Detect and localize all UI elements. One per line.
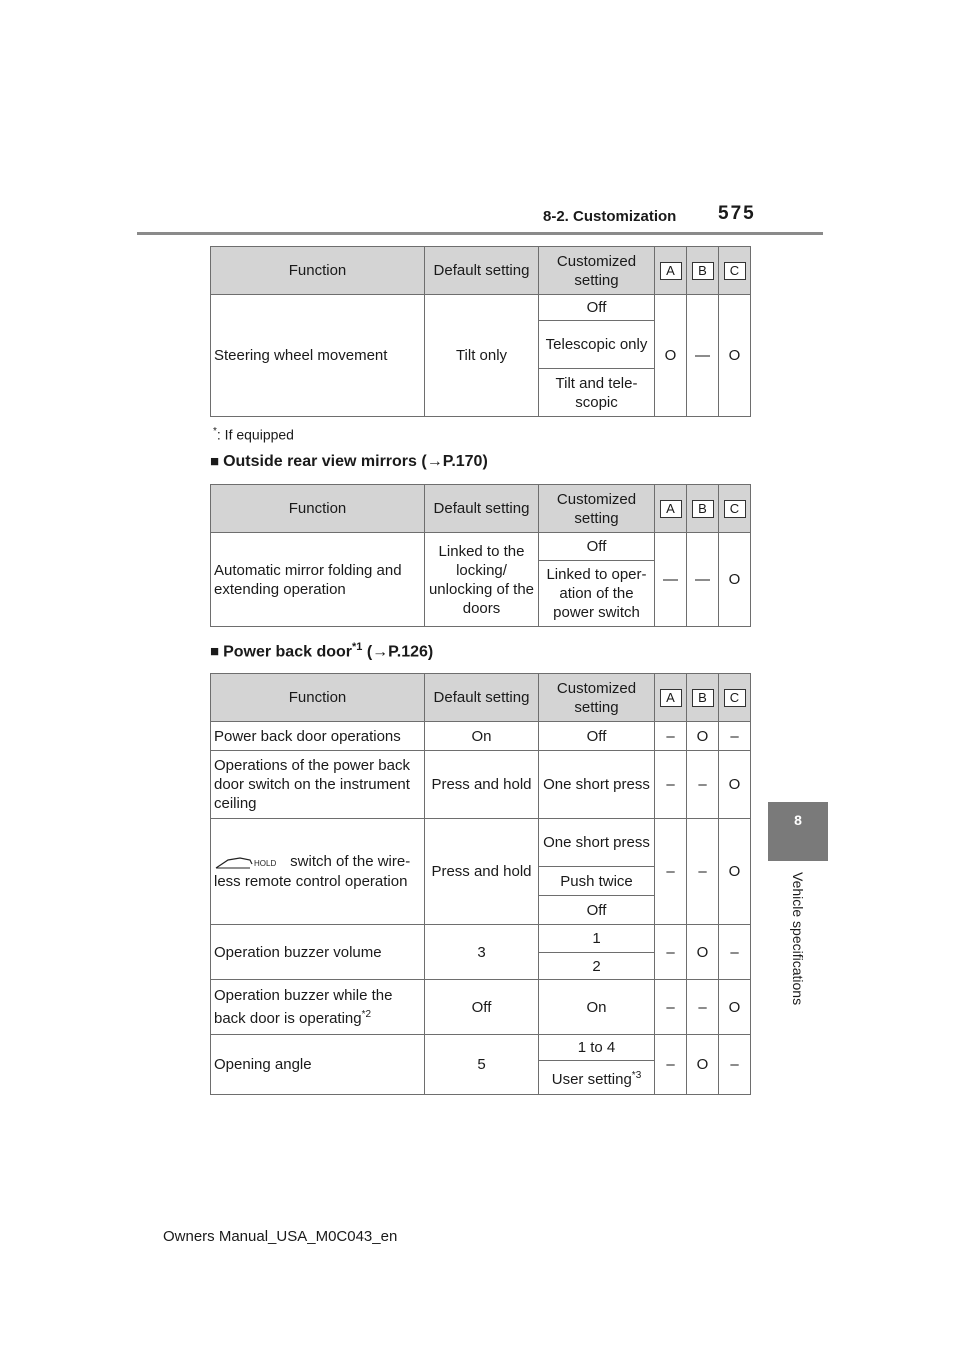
table-cell: 5 — [425, 1035, 539, 1095]
table-cell: – — [655, 751, 687, 819]
table-cell: Off — [539, 722, 655, 751]
col-b-label: B — [692, 689, 714, 707]
table-cell: – — [655, 925, 687, 980]
table-cell: O — [719, 980, 751, 1035]
table-cell: Operation buzzer while the back door is operating$^{*2}$ — [211, 980, 425, 1035]
table-cell: Off — [425, 980, 539, 1035]
table-cell: – — [719, 1035, 751, 1095]
col-a-label: A — [660, 689, 682, 707]
table-cell: O — [687, 925, 719, 980]
table-cell: HOLD switch of the wire-less remote control operation — [211, 819, 425, 925]
table-cell: Linked to oper-ation of the power switch — [539, 561, 655, 627]
table-cell: O — [719, 533, 751, 627]
mirrors-table — [210, 484, 751, 627]
table-cell: – — [655, 980, 687, 1035]
chapter-number: 8 — [794, 812, 802, 828]
section-title: 8-2. Customization — [543, 208, 677, 225]
table-cell: Telescopic only — [539, 321, 655, 369]
table-row — [211, 722, 751, 751]
table-cell: Off — [539, 896, 655, 925]
col-default: Default setting — [425, 674, 539, 722]
col-function: Function — [211, 247, 425, 295]
table-cell: O — [687, 722, 719, 751]
section-heading-back-door: ■ Power back door$^{*1}$ (→P.126) — [210, 641, 434, 661]
col-default: Default setting — [425, 247, 539, 295]
table-cell: — — [687, 295, 719, 417]
back-door-table — [210, 673, 751, 1095]
col-b-label: B — [692, 262, 714, 280]
table-cell: Push twice — [539, 867, 655, 896]
table-cell: Steering wheel movement — [211, 295, 425, 417]
table-cell: – — [687, 751, 719, 819]
table-cell: – — [655, 1035, 687, 1095]
table-cell: – — [655, 819, 687, 925]
table-cell: – — [687, 980, 719, 1035]
table-cell: Off — [539, 533, 655, 561]
col-customized: Customized setting — [539, 485, 655, 533]
table-cell: Operation buzzer volume — [211, 925, 425, 980]
page-number: 575 — [718, 203, 756, 224]
table-cell: Operations of the power back door switch on the instrument ceiling — [211, 751, 425, 819]
chapter-tab — [768, 802, 828, 861]
header-rule — [137, 232, 823, 235]
table-cell: Opening angle — [211, 1035, 425, 1095]
table-cell: O — [687, 1035, 719, 1095]
footer-manual-id: Owners Manual_USA_M0C043_en — [163, 1228, 398, 1245]
table-cell: Press and hold — [425, 819, 539, 925]
table-cell: On — [425, 722, 539, 751]
col-a-label: A — [660, 262, 682, 280]
col-c-label: C — [724, 500, 746, 518]
table-cell: Tilt and tele-scopic — [539, 369, 655, 417]
col-function: Function — [211, 674, 425, 722]
col-c-label: C — [724, 689, 746, 707]
table-cell: 3 — [425, 925, 539, 980]
table-cell: 1 — [539, 925, 655, 953]
table-cell: User setting$^{*3}$ — [539, 1061, 655, 1095]
table-cell: — — [687, 533, 719, 627]
table-cell: Press and hold — [425, 751, 539, 819]
section-heading-mirrors: ■ Outside rear view mirrors (→P.170) — [210, 453, 488, 470]
col-c-label: C — [724, 262, 746, 280]
table-cell: – — [719, 722, 751, 751]
table-cell: Tilt only — [425, 295, 539, 417]
col-b-label: B — [692, 500, 714, 518]
table-cell: Off — [539, 295, 655, 321]
col-customized: Customized setting — [539, 247, 655, 295]
remote-hold-icon — [214, 854, 286, 872]
table-cell: – — [687, 819, 719, 925]
col-default: Default setting — [425, 485, 539, 533]
svg-text:HOLD: HOLD — [254, 858, 277, 868]
steering-table — [210, 246, 751, 417]
col-a-label: A — [660, 500, 682, 518]
table-cell: — — [655, 533, 687, 627]
col-customized: Customized setting — [539, 674, 655, 722]
table-cell: O — [719, 819, 751, 925]
table-cell: One short press — [539, 751, 655, 819]
table-cell: – — [719, 925, 751, 980]
table-cell: O — [719, 295, 751, 417]
chapter-label: Vehicle specifications — [790, 872, 806, 1006]
table-cell: O — [655, 295, 687, 417]
table-cell: One short press — [539, 819, 655, 867]
table-cell: 1 to 4 — [539, 1035, 655, 1061]
table-cell: Power back door operations — [211, 722, 425, 751]
table-cell: – — [655, 722, 687, 751]
table-row — [211, 751, 751, 819]
table-cell: 2 — [539, 953, 655, 980]
col-function: Function — [211, 485, 425, 533]
table-cell: Linked to the locking/ unlocking of the doors — [425, 533, 539, 627]
table-row — [211, 980, 751, 1035]
table-cell: On — [539, 980, 655, 1035]
footnote-if-equipped: *: If equipped — [213, 426, 294, 443]
table-cell: Automatic mirror folding and extending operation — [211, 533, 425, 627]
table-cell: O — [719, 751, 751, 819]
